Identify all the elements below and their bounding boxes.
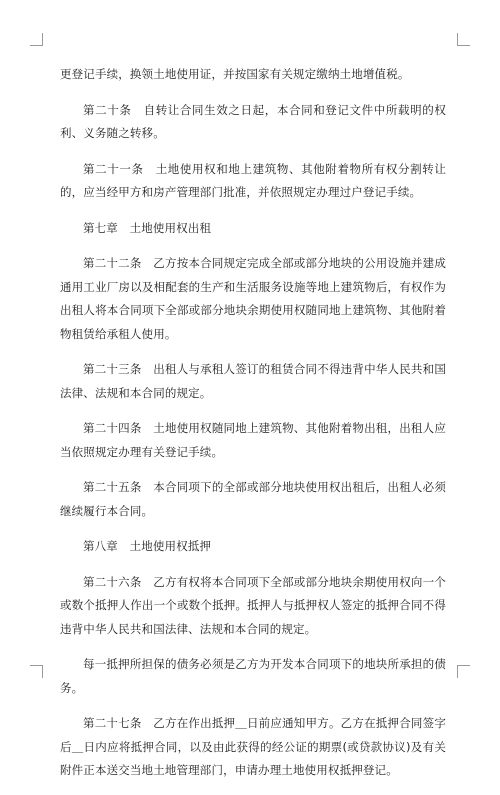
- crop-mark-bottom-right: [457, 665, 470, 678]
- article-26: 第二十六条 乙方有权将本合同项下全部或部分地块余期使用权向一个或数个抵押人作出一个或数个抵押。抵押人与抵押权人签定的抵押合同不得违背中华人民共和国法律、法规和本合同的规定。: [60, 574, 446, 636]
- article-20: 第二十条 自转让合同生效之日起，本合同和登记文件中所载明的权利、义务随之转移。: [60, 102, 446, 140]
- crop-mark-top-right: [457, 33, 470, 46]
- article-22: 第二十二条 乙方按本合同规定完成全部或部分地块的公用设施并建成通用工业厂房以及相配套的生产和生活服务设施等地上建筑物后，有权作为出租人将本合同项下全部或部分地块余期使用权随同地上建筑物、其他附着物租赁给承租人使用。: [60, 256, 446, 341]
- article-23: 第二十三条 出租人与承租人签订的租赁合同不得违背中华人民共和国法律、法规和本合同的规定。: [60, 362, 446, 400]
- article-25: 第二十五条 本合同项下的全部或部分地块使用权出租后，出租人必须继续履行本合同。: [60, 480, 446, 518]
- article-21: 第二十一条 土地使用权和地上建筑物、其他附着物所有权分割转让的，应当经甲方和房产管理部门批准，并依照规定办理过户登记手续。: [60, 161, 446, 199]
- chapter-8-heading: 第八章 土地使用权抵押: [83, 539, 212, 553]
- crop-mark-top-left: [30, 33, 43, 46]
- document-body: [60, 63, 446, 795]
- article-27: 第二十七条 乙方在作出抵押＿日前应通知甲方。乙方在抵押合同签字后＿日内应将抵押合同，以及由此获得的经公证的期票(或贷款协议)及有关附件正本送交当地土地管理部门，申请办理土地使用权抵押登记。: [60, 716, 446, 777]
- article-24: 第二十四条 土地使用权随同地上建筑物、其他附着物出租，出租人应当依照规定办理有关登记手续。: [60, 421, 446, 459]
- crop-mark-bottom-left: [30, 665, 43, 678]
- paragraph-continuation: 更登记手续，换领土地使用证，并按国家有关规定缴纳土地增值税。: [60, 67, 410, 81]
- chapter-7-heading: 第七章 土地使用权出租: [83, 220, 212, 235]
- article-26-debt-note: 每一抵押所担保的债务必须是乙方为开发本合同项下的地块所承担的债务。: [60, 657, 446, 695]
